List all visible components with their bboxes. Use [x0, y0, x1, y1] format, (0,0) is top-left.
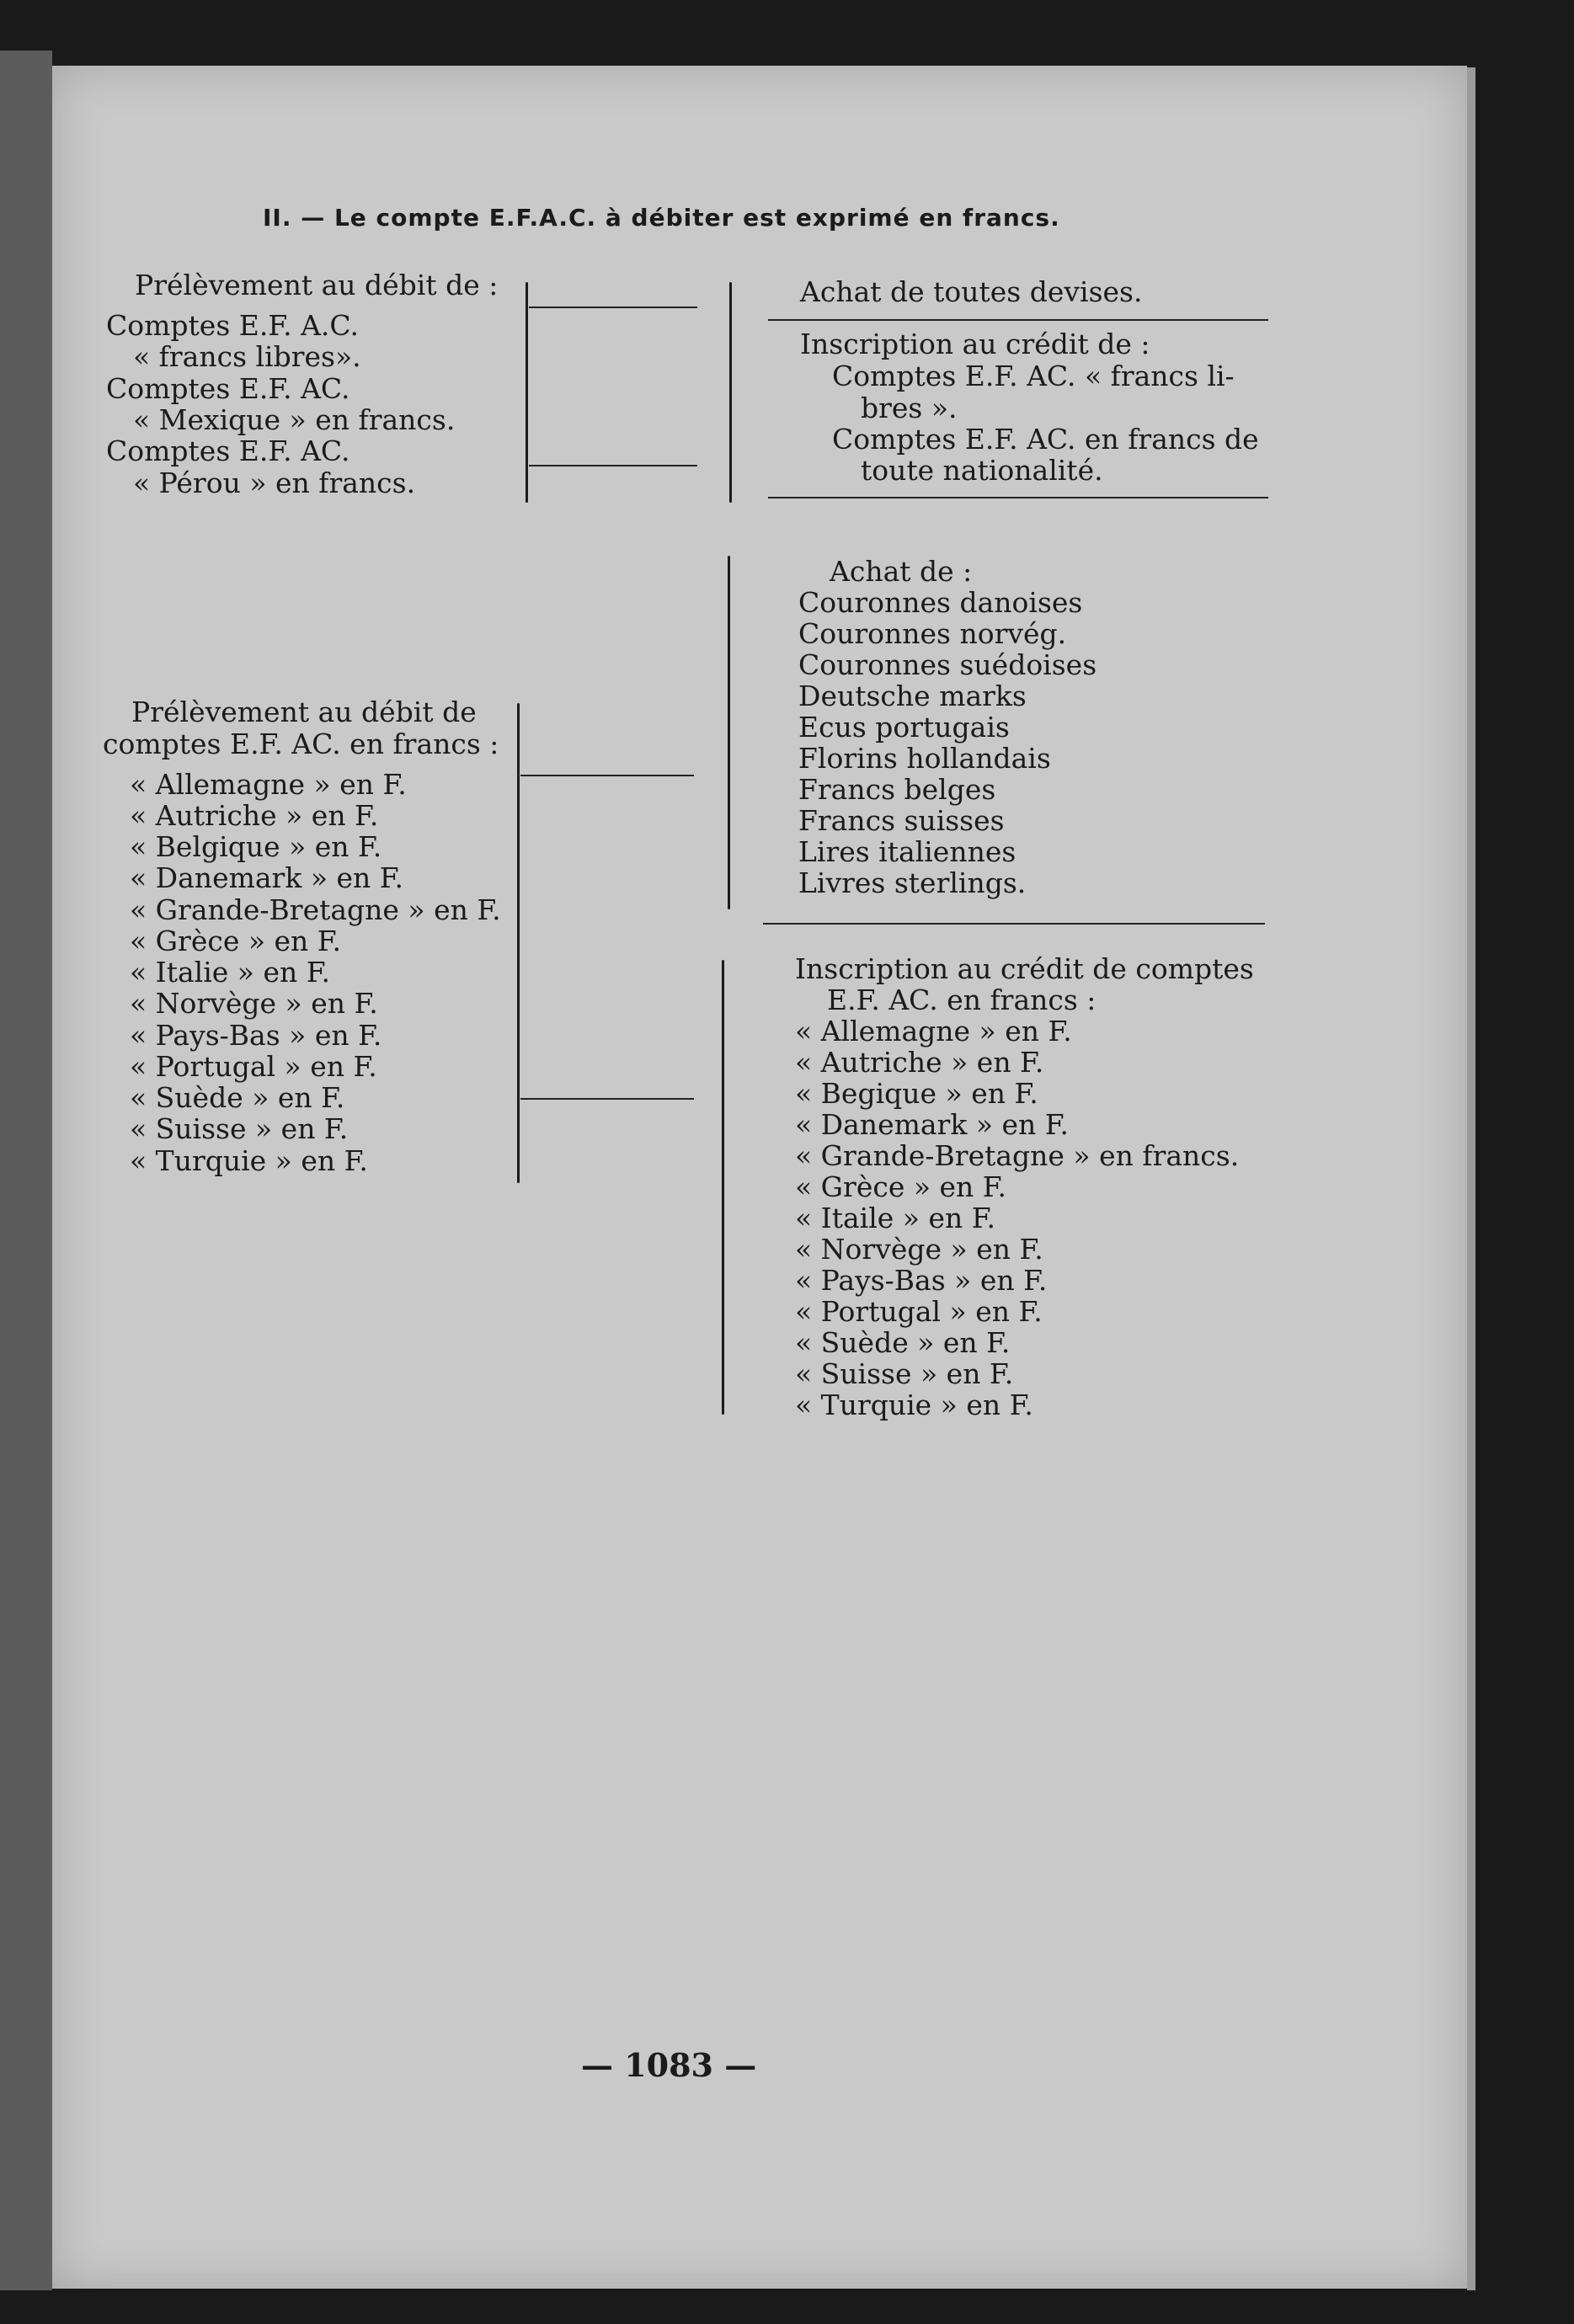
block1-left-line: Comptes E.F. A.C. — [106, 309, 359, 342]
inscription-line: « Turquie » en F. — [795, 1389, 1033, 1421]
bracket-line — [729, 282, 732, 503]
block1-right-line: Comptes E.F. AC. en francs de — [832, 423, 1259, 456]
section-heading: II. — Le compte E.F.A.C. à débiter est exprimé en francs. — [263, 204, 1060, 232]
block1-left-line: Comptes E.F. AC. — [106, 372, 350, 405]
divider-line — [768, 497, 1268, 498]
block2-left-line: « Autriche » en F. — [130, 799, 379, 832]
connector-line — [529, 465, 697, 466]
achat-line: Livres sterlings. — [798, 866, 1027, 899]
block2-left-line: « Norvège » en F. — [130, 987, 378, 1020]
block1-left-line: « francs libres». — [133, 340, 361, 373]
block1-right-line: bres ». — [861, 392, 958, 424]
block2-left-line: « Italie » en F. — [130, 956, 330, 989]
inscription-line: « Itaile » en F. — [795, 1202, 995, 1234]
inscription-line: Inscription au crédit de comptes — [795, 952, 1254, 985]
block2-left-line: « Portugal » en F. — [130, 1050, 377, 1083]
block2-left-line: comptes E.F. AC. en francs : — [103, 728, 499, 760]
inscription-line: « Pays-Bas » en F. — [795, 1264, 1048, 1297]
achat-line: Couronnes norvég. — [798, 617, 1067, 650]
block1-left-line: Comptes E.F. AC. — [106, 434, 350, 467]
inscription-line: « Grèce » en F. — [795, 1170, 1007, 1203]
block2-left-line: « Pays-Bas » en F. — [130, 1019, 382, 1052]
achat-line: Ecus portugais — [798, 711, 1010, 744]
inscription-line: « Norvège » en F. — [795, 1233, 1043, 1266]
block1-left-line: Prélèvement au débit de : — [135, 269, 499, 301]
book-spine — [0, 51, 52, 2290]
inscription-line: « Autriche » en F. — [795, 1046, 1044, 1079]
achat-line: Achat de : — [830, 555, 973, 588]
block1-right-line: toute nationalité. — [861, 454, 1103, 487]
divider-line — [768, 319, 1268, 321]
achat-line: Florins hollandais — [798, 742, 1051, 775]
block2-left-line: « Turquie » en F. — [130, 1144, 368, 1177]
divider-line — [763, 923, 1265, 925]
block2-left-line: « Danemark » en F. — [130, 861, 404, 894]
bracket-line — [517, 703, 520, 1183]
page-number: — 1083 — — [581, 2046, 757, 2084]
inscription-line: « Portugal » en F. — [795, 1295, 1043, 1328]
block1-right-title: Achat de toutes devises. — [800, 275, 1143, 308]
achat-line: Lires italiennes — [798, 835, 1016, 868]
connector-line — [520, 1098, 694, 1100]
inscription-line: « Begique » en F. — [795, 1077, 1038, 1110]
block1-left-line: « Pérou » en francs. — [133, 466, 416, 499]
block2-left-line: « Suède » en F. — [130, 1081, 345, 1114]
block1-right-line: Inscription au crédit de : — [800, 328, 1150, 360]
inscription-line: « Danemark » en F. — [795, 1108, 1070, 1141]
page-edge — [1467, 67, 1475, 2290]
achat-line: Couronnes danoises — [798, 586, 1083, 619]
block2-left-line: « Suisse » en F. — [130, 1112, 349, 1145]
inscription-line: « Suisse » en F. — [795, 1357, 1014, 1390]
block1-left-line: « Mexique » en francs. — [133, 403, 456, 436]
bracket-line — [526, 282, 528, 503]
connector-line — [529, 306, 697, 308]
block1-right-line: Comptes E.F. AC. « francs li- — [832, 360, 1235, 392]
achat-line: Francs suisses — [798, 804, 1005, 837]
achat-line: Francs belges — [798, 773, 996, 806]
block2-left-line: « Grèce » en F. — [130, 925, 342, 957]
connector-line — [520, 775, 694, 776]
inscription-line: « Grande-Bretagne » en francs. — [795, 1139, 1240, 1172]
block2-left-line: Prélèvement au débit de — [131, 696, 477, 728]
achat-line: Deutsche marks — [798, 680, 1027, 712]
bracket-line — [722, 960, 724, 1415]
inscription-line: E.F. AC. en francs : — [827, 983, 1096, 1016]
block2-left-line: « Grande-Bretagne » en F. — [130, 893, 501, 926]
block2-left-line: « Belgique » en F. — [130, 830, 382, 863]
bracket-line — [728, 556, 730, 909]
achat-line: Couronnes suédoises — [798, 648, 1097, 681]
inscription-line: « Suède » en F. — [795, 1326, 1011, 1359]
inscription-line: « Allemagne » en F. — [795, 1015, 1072, 1047]
block2-left-line: « Allemagne » en F. — [130, 768, 407, 801]
